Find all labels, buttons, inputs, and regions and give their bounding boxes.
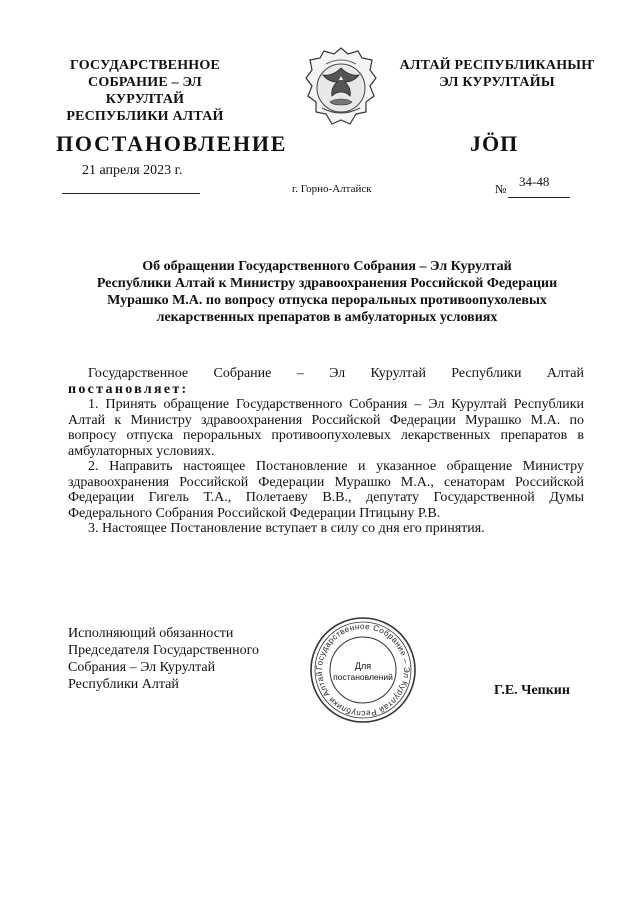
number-underline: [508, 197, 570, 198]
title-line: лекарственных препаратов в амбулаторных условиях: [156, 310, 498, 325]
title-line: Мурашко М.А. по вопросу отпуска пероральных противоопухолевых: [107, 293, 547, 308]
body-paragraph-1: 1. Принять обращение Государственного Собрания – Эл Курултай Республики Алтай к Министру здравоохранения Российской Федерации Мурашко М.А. по вопросу отпуска пероральных противоопухолевых лекарственных препаратов в амбулаторных условиях.: [68, 397, 584, 459]
body-intro: Государственное Собрание – Эл Курултай Республики Алтай: [88, 366, 584, 381]
document-type-ru: ПОСТАНОВЛЕНИЕ: [56, 131, 288, 156]
header-left-line: РЕСПУБЛИКИ АЛТАЙ: [66, 109, 224, 124]
title-line: Республики Алтай к Министру здравоохранения Российской Федерации: [96, 276, 558, 291]
stamp-center-line2: постановлений: [333, 672, 393, 682]
signatory-position: [68, 625, 259, 693]
signatory-name: Г.Е. Чепкин: [494, 683, 570, 698]
stamp-center-line1: Для: [354, 661, 372, 671]
body-paragraph-3: 3. Настоящее Постановление вступает в силу со дня его принятия.: [88, 521, 485, 536]
header-right-line: АЛТАЙ РЕСПУБЛИКАНЫҤ: [399, 58, 595, 73]
signatory-line: Собрания – Эл Курултай: [68, 660, 216, 675]
header-left-line: СОБРАНИЕ – ЭЛ КУРУЛТАЙ: [88, 75, 202, 107]
number-sign: №: [495, 182, 507, 196]
signatory-line: Республики Алтай: [68, 677, 179, 692]
header-left-line: ГОСУДАРСТВЕННОЕ: [70, 58, 220, 73]
document-number: 34-48: [519, 174, 550, 189]
body-paragraph-2: 2. Направить настоящее Постановление и указанное обращение Министру здравоохранения Российской Федерации Мурашко М.А., сенаторам Российской Федерации Гигель Т.А., Полетаеву В.В., депутату Государственной Думы Федерального Собрания Российской Федерации Птицыну Р.В.: [68, 459, 584, 521]
header-right-line: ЭЛ КУРУЛТАЙЫ: [439, 75, 555, 90]
stamp-ring-text: Государственное Собрание – Эл Курултай Республики Алтай: [314, 621, 412, 719]
body-verb-line: [68, 382, 584, 398]
title-line: Об обращении Государственного Собрания – Эл Курултай: [142, 259, 512, 274]
document-date: 21 апреля 2023 г.: [82, 163, 183, 178]
signatory-line: Председателя Государственного: [68, 643, 260, 658]
document-title: [72, 258, 582, 326]
document-city: г. Горно-Алтайск: [292, 183, 372, 195]
header-left-org: [50, 57, 240, 125]
signatory-line: Исполняющий обязанности: [68, 626, 234, 641]
header-right-org: [392, 57, 602, 91]
coat-of-arms-icon: [302, 46, 380, 130]
document-type-altai: JӦП: [470, 131, 519, 156]
date-underline: [62, 193, 200, 194]
official-stamp: [308, 615, 418, 725]
document-body: [68, 366, 584, 537]
body-verb: постановляет:: [68, 381, 189, 397]
